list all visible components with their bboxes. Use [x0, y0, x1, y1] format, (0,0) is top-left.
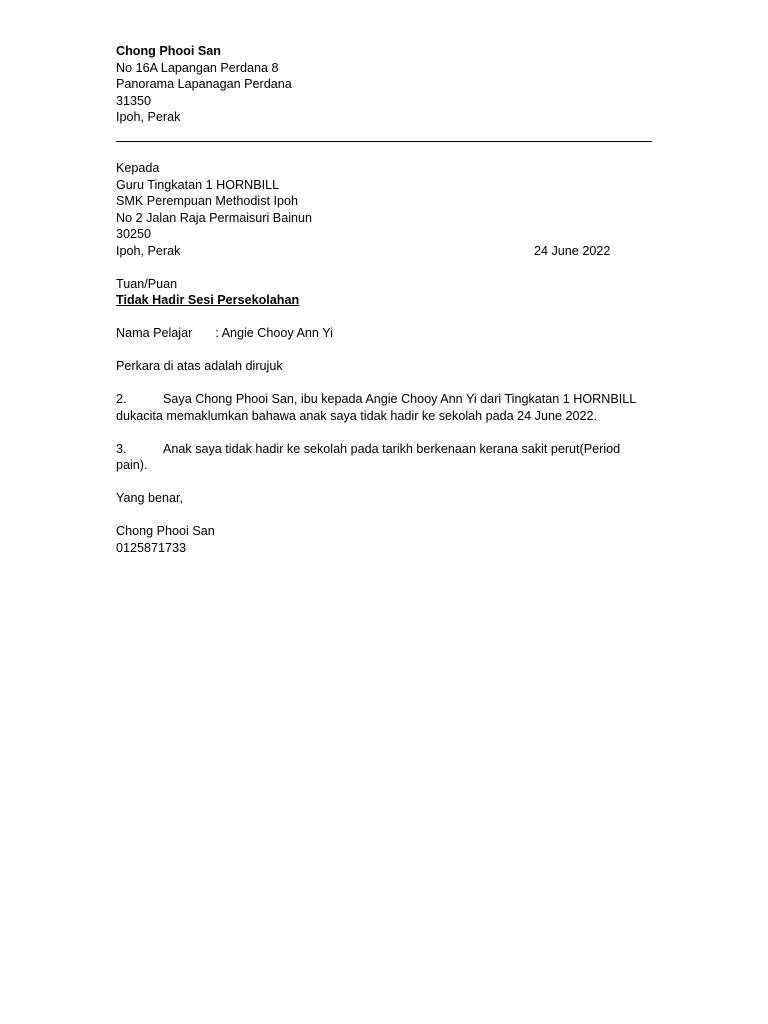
paragraph-2-first [116, 391, 652, 408]
recipient-postcode: 30250 [116, 227, 152, 241]
paragraph-2-rest: dukacita memaklumkan bahawa anak saya tidak hadir ke sekolah pada 24 June 2022. [116, 408, 597, 423]
signature-phone: 0125871733 [116, 540, 187, 555]
student-label: Nama Pelajar [116, 326, 193, 340]
letter [116, 43, 652, 126]
signature-name: Chong Phooi San [116, 524, 215, 538]
student-name: : Angie Chooy Ann Yi [215, 326, 333, 340]
paragraph-3-rest: pain). [116, 458, 148, 472]
student-row [116, 325, 652, 342]
reference-line: Perkara di atas adalah dirujuk [116, 359, 283, 373]
sender-address-line: Panorama Lapanagan Perdana [116, 77, 292, 91]
sender-city: Ipoh, Perak [116, 110, 181, 124]
recipient-line: No 2 Jalan Raja Permaisuri Bainun [116, 210, 313, 225]
recipient-city: Ipoh, Perak [116, 243, 181, 258]
sender-address-line: No 16A Lapangan Perdana 8 [116, 60, 279, 75]
sender-name: Chong Phooi San [116, 44, 221, 58]
recipient-to: Kepada [116, 161, 160, 175]
paragraph-text: Anak saya tidak hadir ke sekolah pada tarikh berkenaan kerana sakit perut(Period [163, 441, 621, 456]
header-divider [116, 141, 652, 142]
paragraph-number: 3. [116, 441, 127, 456]
closing: Yang benar, [116, 491, 183, 505]
greeting: Tuan/Puan [116, 276, 178, 291]
letter-date: 24 June 2022 [534, 243, 611, 258]
recipient-line: SMK Perempuan Methodist Ipoh [116, 194, 299, 208]
subject: Tidak Hadir Sesi Persekolahan [116, 293, 300, 307]
paragraph-number: 2. [116, 392, 127, 406]
recipient-city-row [116, 243, 652, 260]
recipient-line: Guru Tingkatan 1 HORNBILL [116, 177, 280, 192]
recipient-block [116, 160, 652, 556]
paragraph-text: Saya Chong Phooi San, ibu kepada Angie Chooy Ann Yi dari Tingkatan 1 HORNBILL [163, 392, 637, 406]
paragraph-3-first [116, 441, 652, 458]
sender-postcode: 31350 [116, 93, 152, 108]
